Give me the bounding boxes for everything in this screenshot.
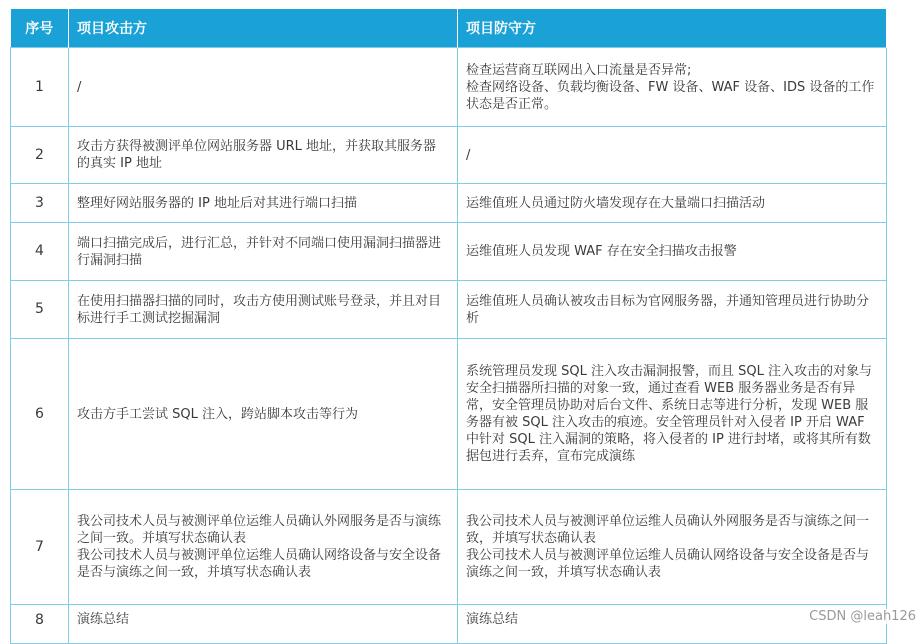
table-row bbox=[11, 48, 887, 127]
table-row bbox=[11, 127, 887, 184]
table-row bbox=[11, 490, 887, 605]
row-number: 2 bbox=[11, 127, 69, 184]
attack-cell: 我公司技术人员与被测评单位运维人员确认外网服务是否与演练之间一致。并填写状态确认表 我公司技术人员与被测评单位运维人员确认网络设备与安全设备是否与演练之间一致，并填写状态确认表 bbox=[69, 490, 458, 605]
attack-cell: 演练总结 bbox=[69, 605, 458, 644]
row-number: 3 bbox=[11, 184, 69, 223]
table-row bbox=[11, 605, 887, 644]
table-row bbox=[11, 184, 887, 223]
attack-cell: 端口扫描完成后，进行汇总，并针对不同端口使用漏洞扫描器进行漏洞扫描 bbox=[69, 223, 458, 281]
row-number: 1 bbox=[11, 48, 69, 127]
defense-cell: 我公司技术人员与被测评单位运维人员确认外网服务是否与演练之间一致，并填写状态确认表 我公司技术人员与被测评单位运维人员确认网络设备与安全设备是否与演练之间一致，并填写状态确认表 bbox=[458, 490, 887, 605]
header-number: 序号 bbox=[11, 9, 69, 48]
table-row bbox=[11, 223, 887, 281]
defense-cell: / bbox=[458, 127, 887, 184]
attack-cell: 整理好网站服务器的 IP 地址后对其进行端口扫描 bbox=[69, 184, 458, 223]
table-row bbox=[11, 339, 887, 490]
header-defense: 项目防守方 bbox=[458, 9, 887, 48]
drill-table bbox=[10, 9, 887, 644]
defense-cell: 系统管理员发现 SQL 注入攻击漏洞报警，而且 SQL 注入攻击的对象与安全扫描器所扫描的对象一致，通过查看 WEB 服务器业务是否有异常，安全管理员协助对后台文件、系统日志等进行分析，发现 WEB 服务器有被 SQL 注入攻击的痕迹。安全管理员针对入侵者 IP 开启 WAF 中针对 SQL 注入漏洞的策略，将入侵者的 IP 进行封堵，或将其所有数据包进行丢弃，宣布完成演练 bbox=[458, 339, 887, 490]
row-number: 6 bbox=[11, 339, 69, 490]
header-attack: 项目攻击方 bbox=[69, 9, 458, 48]
attack-cell: 在使用扫描器扫描的同时，攻击方使用测试账号登录，并且对目标进行手工测试挖掘漏洞 bbox=[69, 281, 458, 339]
watermark: CSDN @leah126 bbox=[809, 609, 916, 624]
attack-cell: 攻击方获得被测评单位网站服务器 URL 地址，并获取其服务器的真实 IP 地址 bbox=[69, 127, 458, 184]
row-number: 7 bbox=[11, 490, 69, 605]
row-number: 4 bbox=[11, 223, 69, 281]
row-number: 5 bbox=[11, 281, 69, 339]
row-number: 8 bbox=[11, 605, 69, 644]
defense-cell: 检查运营商互联网出入口流量是否异常; 检查网络设备、负载均衡设备、FW 设备、WAF 设备、IDS 设备的工作状态是否正常。 bbox=[458, 48, 887, 127]
attack-cell: / bbox=[69, 48, 458, 127]
defense-cell: 运维值班人员发现 WAF 存在安全扫描攻击报警 bbox=[458, 223, 887, 281]
table-row bbox=[11, 281, 887, 339]
defense-cell: 运维值班人员确认被攻击目标为官网服务器，并通知管理员进行协助分析 bbox=[458, 281, 887, 339]
defense-cell: 运维值班人员通过防火墙发现存在大量端口扫描活动 bbox=[458, 184, 887, 223]
attack-cell: 攻击方手工尝试 SQL 注入，跨站脚本攻击等行为 bbox=[69, 339, 458, 490]
table-header-row bbox=[11, 9, 887, 48]
defense-cell: 演练总结 bbox=[458, 605, 887, 644]
